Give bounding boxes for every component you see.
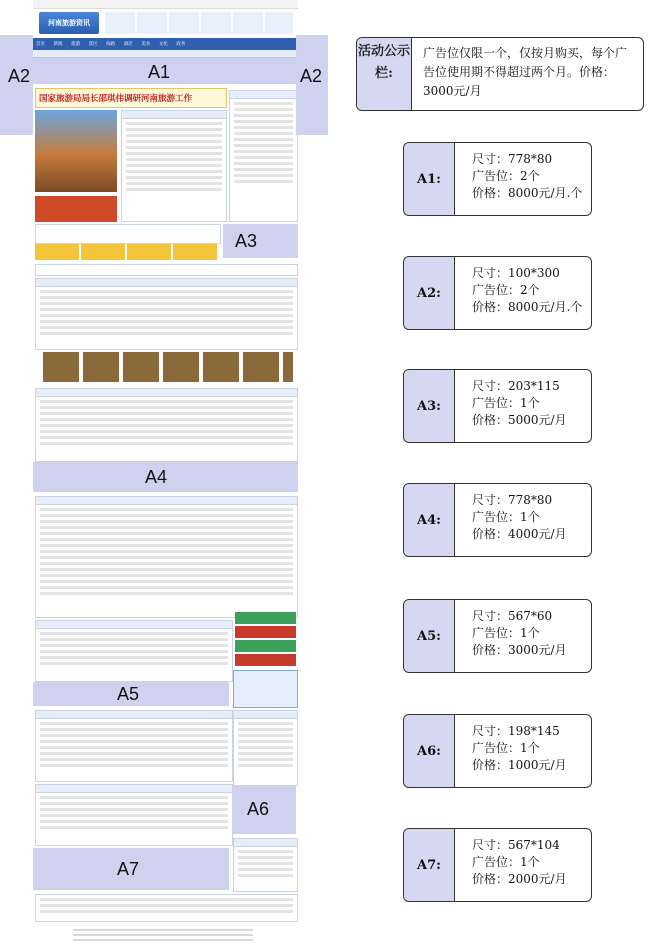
spec-size: 尺寸：198*145 xyxy=(472,724,560,738)
spec-label: A2: xyxy=(404,257,455,329)
spec-panel-a3 xyxy=(403,369,592,443)
activity-notice-panel xyxy=(356,37,644,111)
photo-strip xyxy=(43,352,293,382)
notice-title: 活动公示栏: xyxy=(357,38,412,110)
spec-label: A4: xyxy=(404,484,455,556)
nav-item[interactable]: 旅游 xyxy=(71,42,81,47)
spec-size: 尺寸：778*80 xyxy=(472,152,553,166)
spec-panel-a5 xyxy=(403,599,592,673)
spec-label: A1: xyxy=(404,143,455,215)
spec-panel-a7 xyxy=(403,828,592,902)
website-screenshot xyxy=(33,0,298,948)
nav-item[interactable]: 文化 xyxy=(158,42,168,47)
site-header-links xyxy=(105,12,293,34)
news-columns-1 xyxy=(35,278,298,350)
ad-zone-a7 xyxy=(33,848,229,890)
news-columns-3 xyxy=(35,496,298,618)
spec-panel-a6 xyxy=(403,714,592,788)
spec-label: A6: xyxy=(404,715,455,787)
ad-zone-a5-label: A5 xyxy=(117,684,140,704)
ad-zone-a4-label: A4 xyxy=(145,467,168,487)
nav-item[interactable]: 政务 xyxy=(176,42,186,47)
promo-banner-small xyxy=(35,196,117,222)
feature-photo xyxy=(35,110,117,192)
site-sub-nav xyxy=(33,50,298,58)
spec-price: 价格：8000元/月.个 xyxy=(472,300,583,314)
news-columns-2 xyxy=(35,388,298,462)
nav-item[interactable]: 景区 xyxy=(88,42,98,47)
nav-item[interactable]: 首页 xyxy=(36,42,45,47)
spec-label: A5: xyxy=(404,600,455,672)
ad-zone-a1-label: A1 xyxy=(148,62,171,82)
spec-size: 尺寸：567*60 xyxy=(472,609,553,623)
right-service-box xyxy=(229,90,298,222)
ad-zone-a5 xyxy=(33,682,229,706)
spec-label: A7: xyxy=(404,829,455,901)
ad-zone-a2-right-label: A2 xyxy=(300,66,323,86)
ad-zone-a2-right xyxy=(296,35,328,135)
promo-tiles xyxy=(35,244,219,260)
ad-zone-a6 xyxy=(233,786,296,834)
ad-zone-a4 xyxy=(33,462,298,492)
ad-zone-a3 xyxy=(223,224,298,258)
news-list-top xyxy=(121,110,227,222)
ad-zone-a2-left-label: A2 xyxy=(8,66,31,86)
news-columns-5 xyxy=(35,710,233,782)
spec-slots: 广告位：1个 xyxy=(472,855,540,869)
spec-price: 价格：5000元/月 xyxy=(472,413,567,427)
notice-body: 广告位仅限一个，仅按月购买，每个广告位使用期不得超过两个月。价格：3000元/月 xyxy=(423,46,628,98)
nav-item[interactable]: 新闻 xyxy=(53,42,63,47)
ad-zone-a3-label: A3 xyxy=(235,231,258,251)
hotel-ranking xyxy=(233,710,298,786)
spec-slots: 广告位：1个 xyxy=(472,626,540,640)
spec-panel-a2 xyxy=(403,256,592,330)
ad-zone-a6-label: A6 xyxy=(247,799,270,819)
headline-banner xyxy=(35,88,227,108)
nav-item[interactable]: 线路 xyxy=(106,42,116,47)
news-columns-6 xyxy=(35,784,233,846)
spec-label: A3: xyxy=(404,370,455,442)
spec-price: 价格：8000元/月.个 xyxy=(472,186,583,200)
spec-size: 尺寸：100*300 xyxy=(472,266,560,280)
spec-slots: 广告位：2个 xyxy=(472,169,540,183)
spec-size: 尺寸：567*104 xyxy=(472,838,560,852)
spec-panel-a1 xyxy=(403,142,592,216)
site-logo: 河南旅游资讯 xyxy=(39,12,99,34)
spec-price: 价格：2000元/月 xyxy=(472,872,567,886)
links-box xyxy=(233,838,298,892)
notice-strip xyxy=(35,224,221,244)
news-columns-4 xyxy=(35,620,233,682)
nav-item[interactable]: 美食 xyxy=(141,42,151,47)
spec-slots: 广告位：1个 xyxy=(472,510,540,524)
nav-item[interactable]: 酒店 xyxy=(123,42,133,47)
spec-price: 价格：4000元/月 xyxy=(472,527,567,541)
side-promo-buttons xyxy=(235,612,296,666)
ad-zone-a1 xyxy=(33,58,298,84)
spec-size: 尺寸：778*80 xyxy=(472,493,553,507)
search-strip[interactable] xyxy=(35,264,298,276)
spec-panel-a4 xyxy=(403,483,592,557)
spec-price: 价格：1000元/月 xyxy=(472,758,567,772)
headline-text: 国家旅游局局长邵琪伟调研河南旅游工作 xyxy=(39,94,193,104)
spec-slots: 广告位：1个 xyxy=(472,396,540,410)
travel-info-banner xyxy=(233,670,298,708)
ad-zone-a7-label: A7 xyxy=(117,859,140,879)
spec-size: 尺寸：203*115 xyxy=(472,379,560,393)
site-topbar xyxy=(33,0,298,9)
spec-slots: 广告位：2个 xyxy=(472,283,540,297)
spec-slots: 广告位：1个 xyxy=(472,741,540,755)
spec-price: 价格：3000元/月 xyxy=(472,643,567,657)
site-main-nav xyxy=(33,38,298,50)
friend-links xyxy=(35,894,298,922)
site-footer xyxy=(73,926,253,942)
